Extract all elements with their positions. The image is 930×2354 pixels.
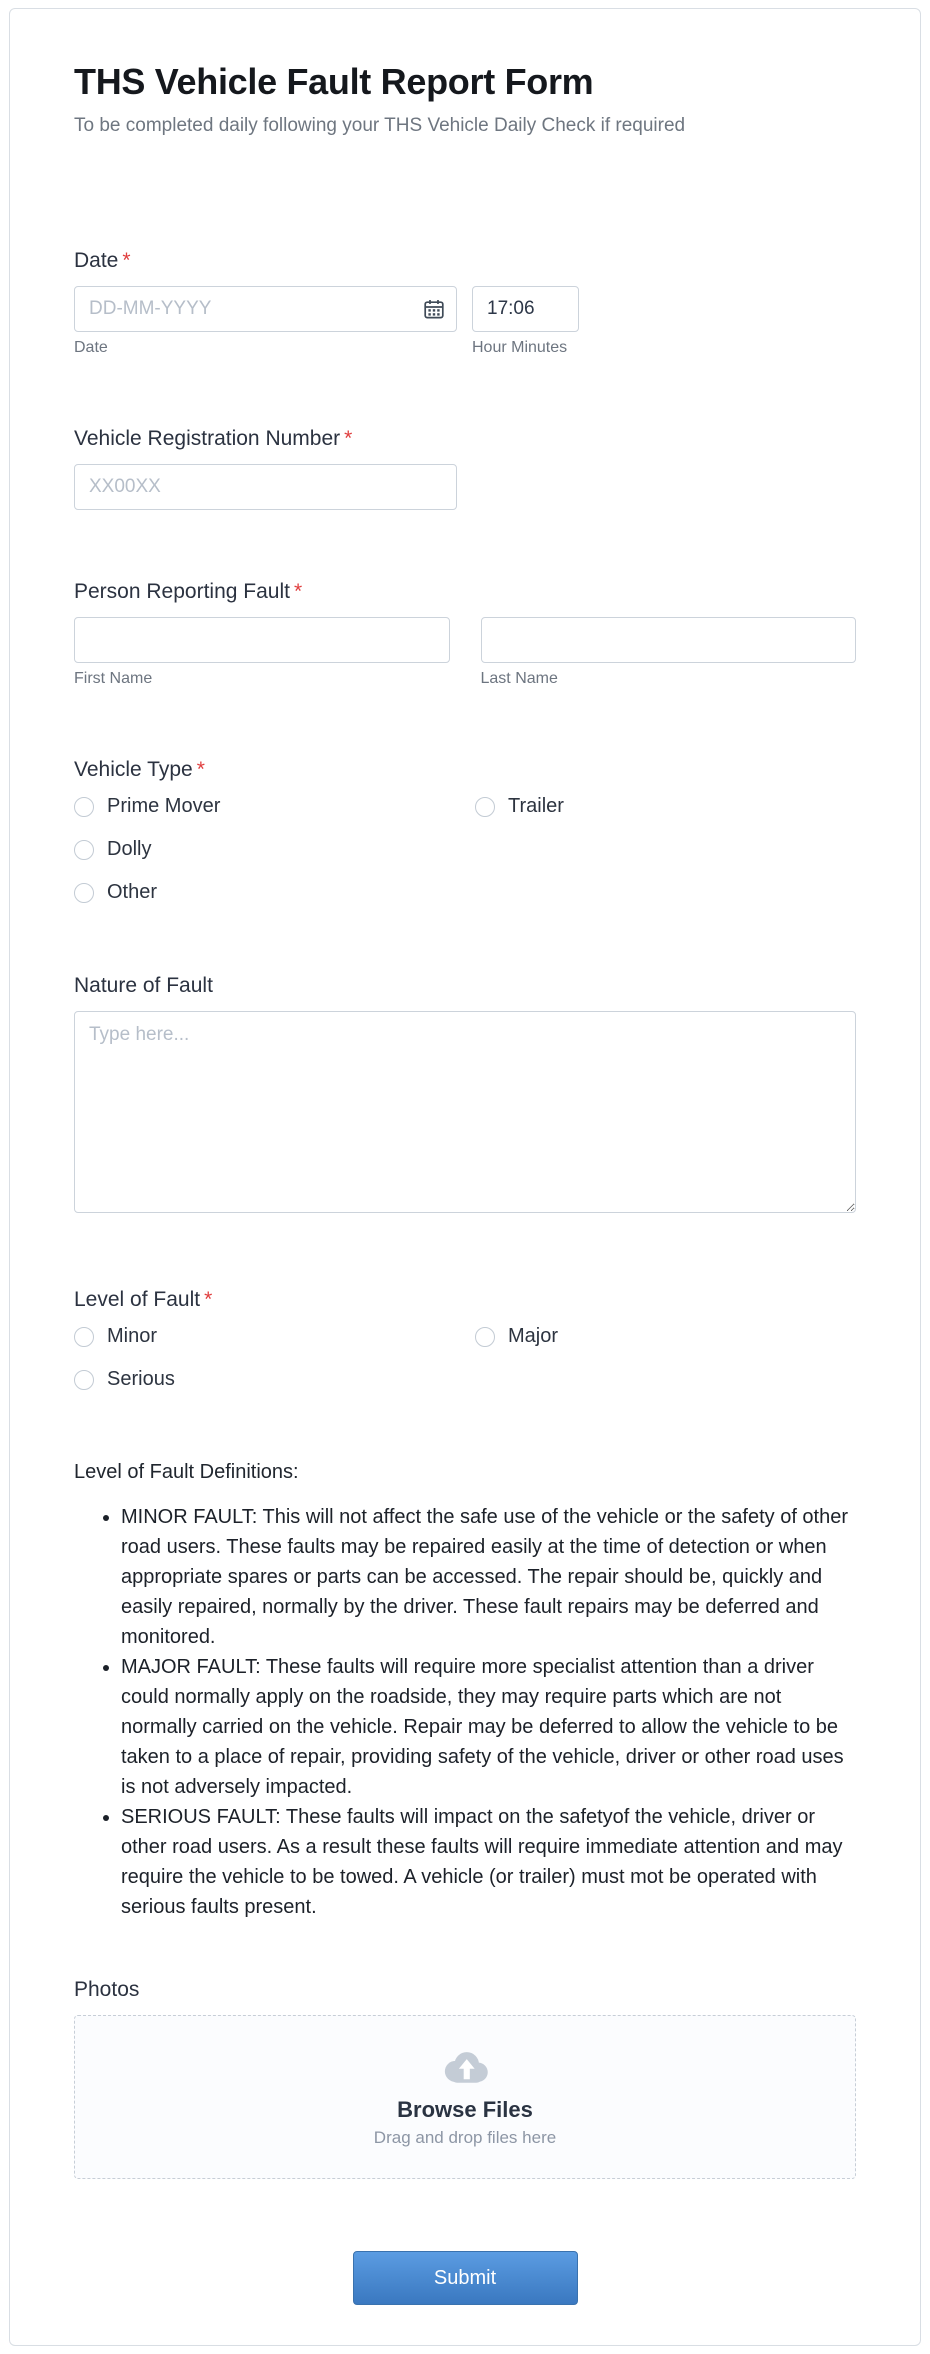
last-name-column [481, 617, 857, 688]
reporter-label [74, 580, 856, 604]
registration-field [74, 427, 856, 510]
definition-item-major: • MAJOR FAULT: These faults will require more specialist attention than a driver could normally apply on the roadside, they may require parts which are not normally carried on the vehicle. Repair may be deferred to allow the vehicle to be taken to a place of repair, providing safety of the vehicle, driver or other road uses is not adversely impacted. [121, 1652, 856, 1802]
page-title: THS Vehicle Fault Report Form [74, 61, 594, 102]
reporter-field [74, 580, 856, 688]
other-radio[interactable] [74, 883, 94, 903]
photos-field [74, 1978, 856, 2179]
required-asterisk: * [204, 1288, 213, 1311]
registration-label-text: Vehicle Registration Number [74, 427, 341, 450]
registration-input-column [74, 464, 457, 510]
radio-option-label: Other [107, 881, 158, 903]
form-content [65, 249, 865, 2305]
date-sublabel: Date [74, 339, 108, 356]
radio-option-label: Prime Mover [107, 795, 221, 817]
required-asterisk: * [293, 580, 303, 603]
page-subtitle: To be completed daily following your THS Vehicle Daily Check if required [74, 115, 686, 136]
radio-option-dolly[interactable] [74, 838, 475, 861]
vehicle-type-options [74, 795, 856, 904]
required-asterisk: * [344, 427, 353, 450]
definitions-heading: Level of Fault Definitions: [74, 1461, 299, 1483]
radio-option-label: Minor [107, 1325, 158, 1347]
radio-option-serious[interactable] [74, 1368, 475, 1391]
date-input[interactable] [74, 286, 457, 332]
vehicle-type-column-left [74, 795, 475, 904]
prime-mover-radio[interactable] [74, 797, 94, 817]
radio-option-label: Major [508, 1325, 559, 1347]
cloud-upload-icon [437, 2047, 493, 2092]
radio-option-minor[interactable] [74, 1325, 475, 1348]
time-input-column [472, 286, 579, 357]
definitions-list [74, 1502, 856, 1922]
submit-row [74, 2251, 856, 2305]
photos-label [74, 1978, 856, 2002]
submit-button[interactable]: Submit [353, 2251, 578, 2305]
radio-option-prime-mover[interactable] [74, 795, 475, 818]
radio-option-label: Dolly [107, 838, 152, 860]
browse-files-label[interactable]: Browse Files [397, 2096, 533, 2122]
vehicle-type-label-text: Vehicle Type [74, 758, 193, 781]
nature-of-fault-textarea[interactable] [74, 1011, 856, 1213]
date-label [74, 249, 856, 273]
first-name-input[interactable] [74, 617, 450, 663]
registration-input[interactable] [74, 464, 457, 510]
date-field [74, 249, 856, 357]
minor-radio[interactable] [74, 1327, 94, 1347]
date-label-text: Date [74, 249, 119, 272]
reporter-name-row [74, 617, 856, 688]
registration-label [74, 427, 856, 451]
radio-option-other[interactable] [74, 881, 475, 904]
trailer-radio[interactable] [475, 797, 495, 817]
first-name-sublabel: First Name [74, 670, 153, 687]
photos-label-text: Photos [74, 1978, 140, 2001]
calendar-icon[interactable] [423, 298, 445, 320]
file-upload-dropzone[interactable] [74, 2015, 856, 2179]
vehicle-type-label [74, 758, 856, 782]
level-of-fault-field [74, 1288, 856, 1391]
radio-option-label: Trailer [508, 795, 564, 817]
level-of-fault-column-left [74, 1325, 475, 1391]
date-input-column [74, 286, 457, 357]
definitions-block [74, 1461, 856, 1922]
serious-radio[interactable] [74, 1370, 94, 1390]
nature-of-fault-label [74, 974, 856, 998]
level-of-fault-column-right [475, 1325, 558, 1391]
last-name-input[interactable] [481, 617, 857, 663]
level-of-fault-label-text: Level of Fault [74, 1288, 201, 1311]
definition-item-minor: • MINOR FAULT: This will not affect the safe use of the vehicle or the safety of other road users. These faults may be repaired easily at the time of detection or when appropriate spares or parts can be accessed. The repair should be, quickly and easily repaired, normally by the driver. These fault repairs may be deferred and monitored. [121, 1502, 856, 1652]
last-name-sublabel: Last Name [480, 670, 558, 687]
drag-drop-label: Drag and drop files here [373, 2127, 557, 2147]
level-of-fault-label [74, 1288, 856, 1312]
date-row [74, 286, 856, 357]
major-radio[interactable] [475, 1327, 495, 1347]
radio-option-major[interactable] [475, 1325, 558, 1348]
form-card [9, 8, 921, 2346]
nature-of-fault-field [74, 974, 856, 1218]
vehicle-type-column-right [475, 795, 564, 904]
time-input[interactable] [472, 286, 579, 332]
required-asterisk: * [122, 249, 131, 272]
dolly-radio[interactable] [74, 840, 94, 860]
first-name-column [74, 617, 450, 688]
vehicle-type-field [74, 758, 856, 904]
required-asterisk: * [196, 758, 205, 781]
radio-option-label: Serious [107, 1368, 175, 1390]
nature-of-fault-label-text: Nature of Fault [74, 974, 213, 997]
reporter-label-text: Person Reporting Fault [74, 580, 290, 603]
time-sublabel: Hour Minutes [472, 339, 568, 356]
radio-option-trailer[interactable] [475, 795, 564, 818]
level-of-fault-options [74, 1325, 856, 1391]
date-input-wrap [74, 286, 457, 332]
definition-item-serious: • SERIOUS FAULT: These faults will impact on the safetyof the vehicle, driver or other road users. As a result these faults will require immediate attention and may require the vehicle to be towed. A vehicle (or trailer) must mot be operated with serious faults present. [121, 1802, 856, 1922]
